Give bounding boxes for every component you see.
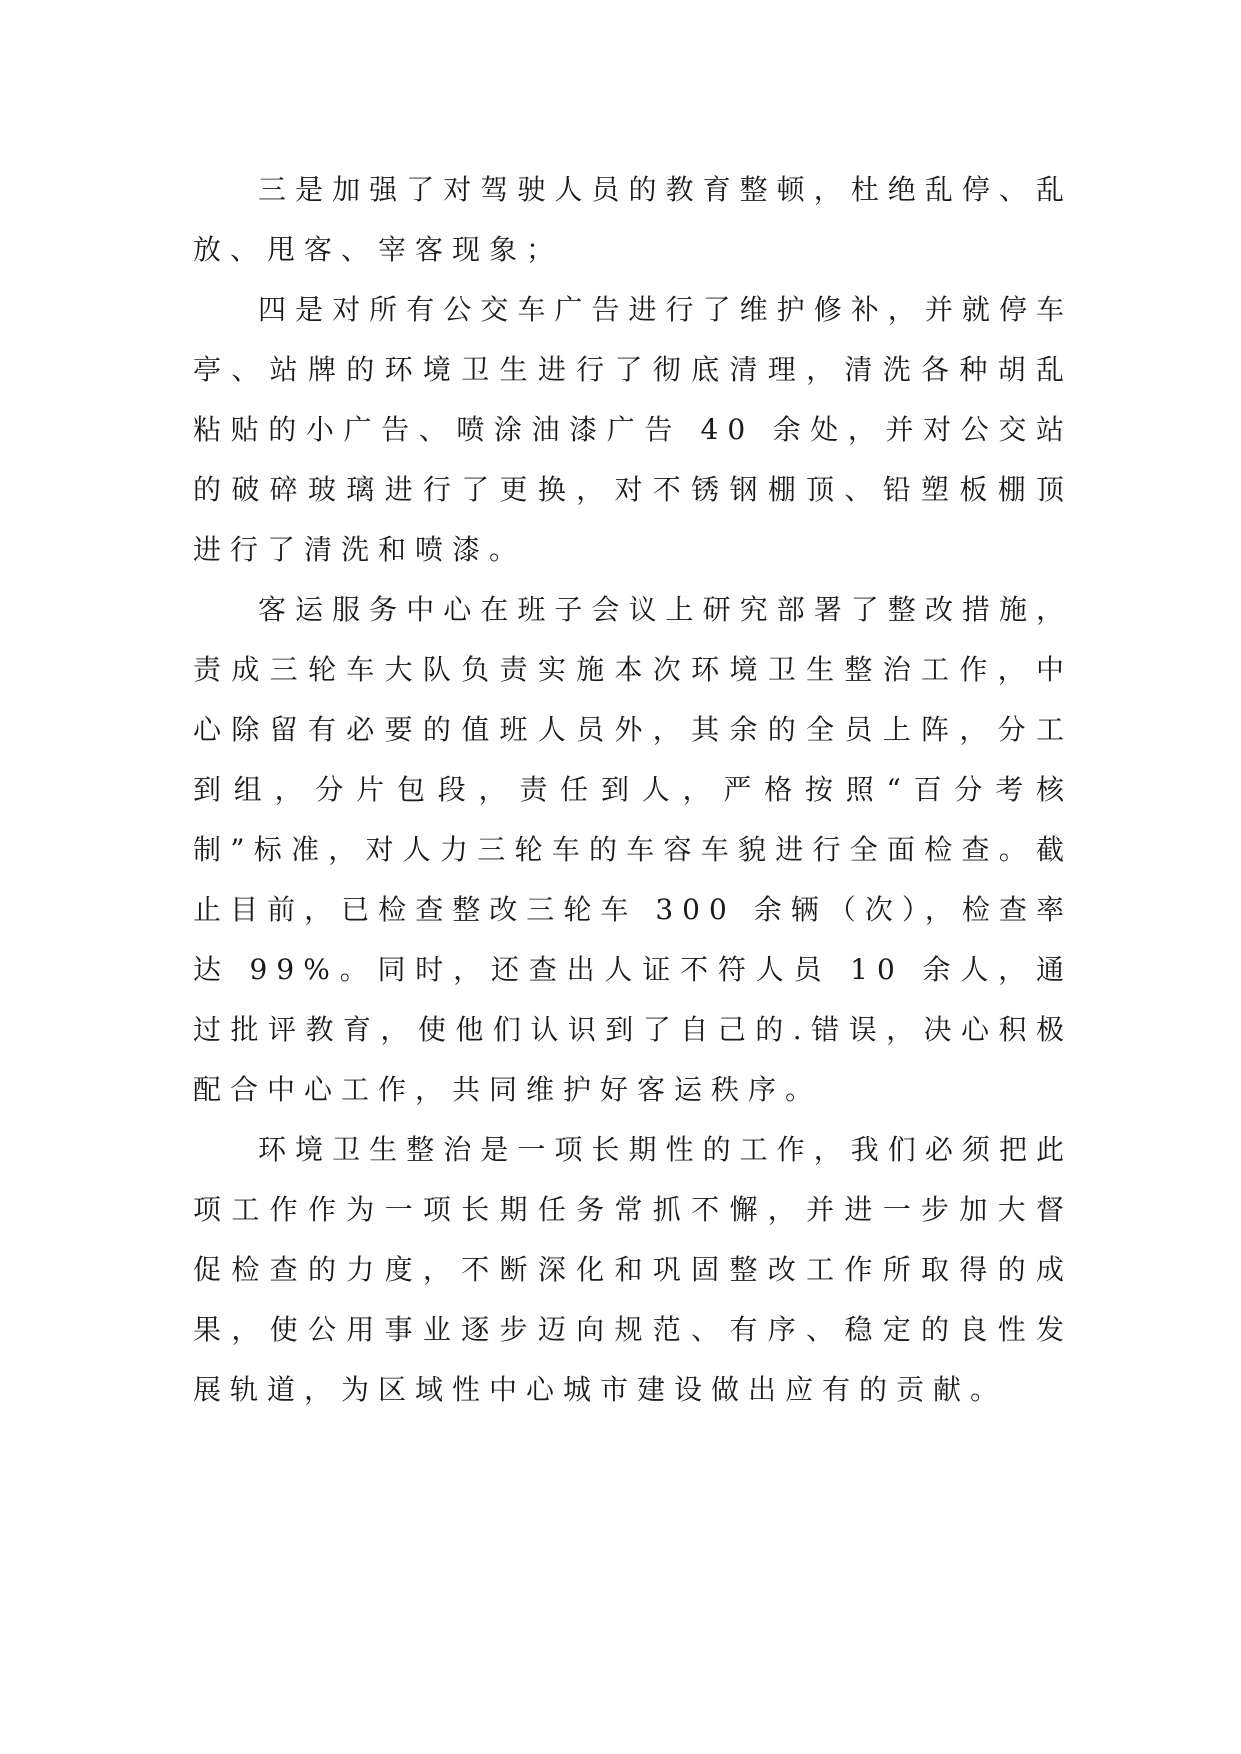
document-body — [193, 160, 1073, 1420]
paragraph-bus-advertising: 四是对所有公交车广告进行了维护修补，并就停车亭、站牌的环境卫生进行了彻底清理，清洗各种胡乱粘贴的小广告、喷涂油漆广告 40 余处，并对公交站的破碎玻璃进行了更换，对不锈钢棚顶、铅塑板棚顶进行了清洗和喷漆。 — [193, 293, 1073, 566]
paragraph-driver-education: 三是加强了对驾驶人员的教育整顿，杜绝乱停、乱放、甩客、宰客现象； — [193, 173, 1073, 266]
paragraph-conclusion: 环境卫生整治是一项长期性的工作，我们必须把此项工作作为一项长期任务常抓不懈，并进一步加大督促检查的力度，不断深化和巩固整改工作所取得的成果，使公用事业逐步迈向规范、有序、稳定的良性发展轨道，为区域性中心城市建设做出应有的贡献。 — [193, 1133, 1073, 1406]
paragraph-service-center: 客运服务中心在班子会议上研究部署了整改措施，责成三轮车大队负责实施本次环境卫生整治工作，中心除留有必要的值班人员外，其余的全员上阵，分工到组，分片包段，责任到人，严格按照“百分考核制”标准，对人力三轮车的车容车貌进行全面检查。截止目前，已检查整改三轮车 300 余辆（次），检查率达 99%。同时，还查出人证不符人员 10 余人，通过批评教育，使他们认识到了自己的.错误，决心积极配合中心工作，共同维护好客运秩序。 — [193, 593, 1073, 1106]
